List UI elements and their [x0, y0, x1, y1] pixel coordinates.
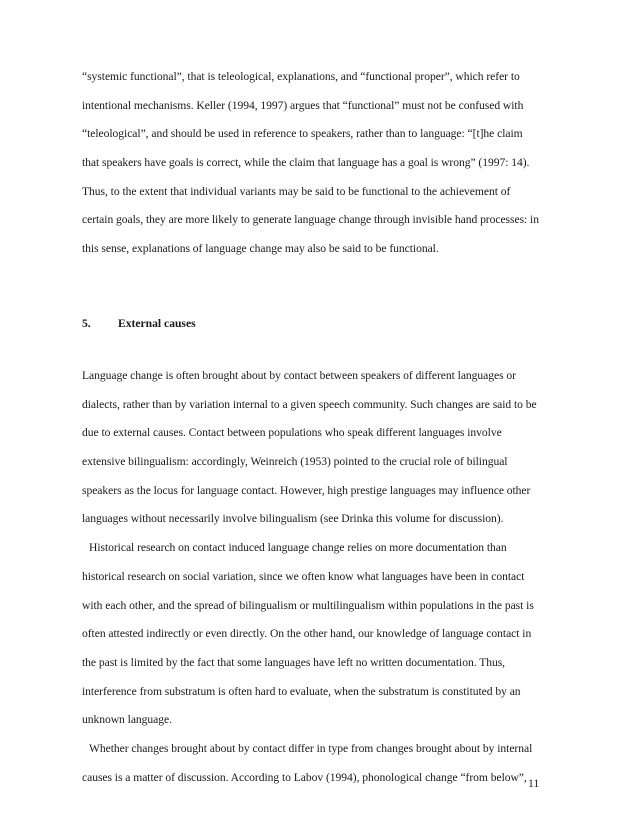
paragraph-functional-explanations	[82, 63, 560, 264]
text-line: that speakers have goals is correct, while the claim that language has a goal is wrong” (1997: 14).	[82, 156, 530, 170]
text-line: Language change is often brought about by contact between speakers of different languages or	[82, 369, 516, 382]
text-line: interference from substratum is often hard to evaluate, when the substratum is constituted by an	[82, 684, 521, 698]
text-line: unknown language.	[82, 713, 172, 727]
text-line: due to external causes. Contact between populations who speak different languages involve	[82, 426, 502, 440]
text-line: causes is a matter of discussion. According to Labov (1994), phonological change “from below”,	[82, 770, 527, 784]
text-line: often attested indirectly or even directly. On the other hand, our knowledge of language contact in	[82, 627, 532, 641]
text-line: “systemic functional”, that is teleological, explanations, and “functional proper”, which refer to	[82, 70, 520, 83]
text-line: intentional mechanisms. Keller (1994, 1997) argues that “functional” must not be confused with	[82, 98, 524, 112]
text-line: certain goals, they are more likely to generate language change through invisible hand processes: in	[82, 213, 539, 227]
text-line-indented: Historical research on contact induced language change relies on more documentation than	[89, 541, 507, 555]
text-line: dialects, rather than by variation internal to a given speech community. Such changes are said to be	[82, 397, 537, 411]
section-title: External causes	[118, 317, 196, 330]
text-line-indented: Whether changes brought about by contact differ in type from changes brought about by internal	[89, 741, 533, 755]
text-line: this sense, explanations of language change may also be said to be functional.	[82, 242, 439, 256]
text-line: speakers as the locus for language contact. However, high prestige languages may influence other	[82, 483, 531, 497]
page-number: 11	[528, 777, 540, 790]
text-line: languages without necessarily involve bilingualism (see Drinka this volume for discussion).	[82, 512, 504, 526]
text-line: historical research on social variation, since we often know what languages have been in contact	[82, 569, 525, 583]
text-line: the past is limited by the fact that some languages have left no written documentation. Thus,	[82, 655, 506, 669]
text-line: “teleological”, and should be used in reference to speakers, rather than to language: “[t]he claim	[82, 127, 523, 141]
text-line: with each other, and the spread of bilingualism or multilingualism within populations in the past is	[82, 598, 534, 612]
paragraph-external-causes	[82, 362, 560, 792]
section-number: 5.	[82, 317, 91, 330]
text-line: extensive bilingualism: accordingly, Weinreich (1953) pointed to the crucial role of bilingual	[82, 455, 508, 469]
text-line: Thus, to the extent that individual variants may be said to be functional to the achievement of	[82, 184, 511, 198]
section-heading	[82, 310, 196, 338]
